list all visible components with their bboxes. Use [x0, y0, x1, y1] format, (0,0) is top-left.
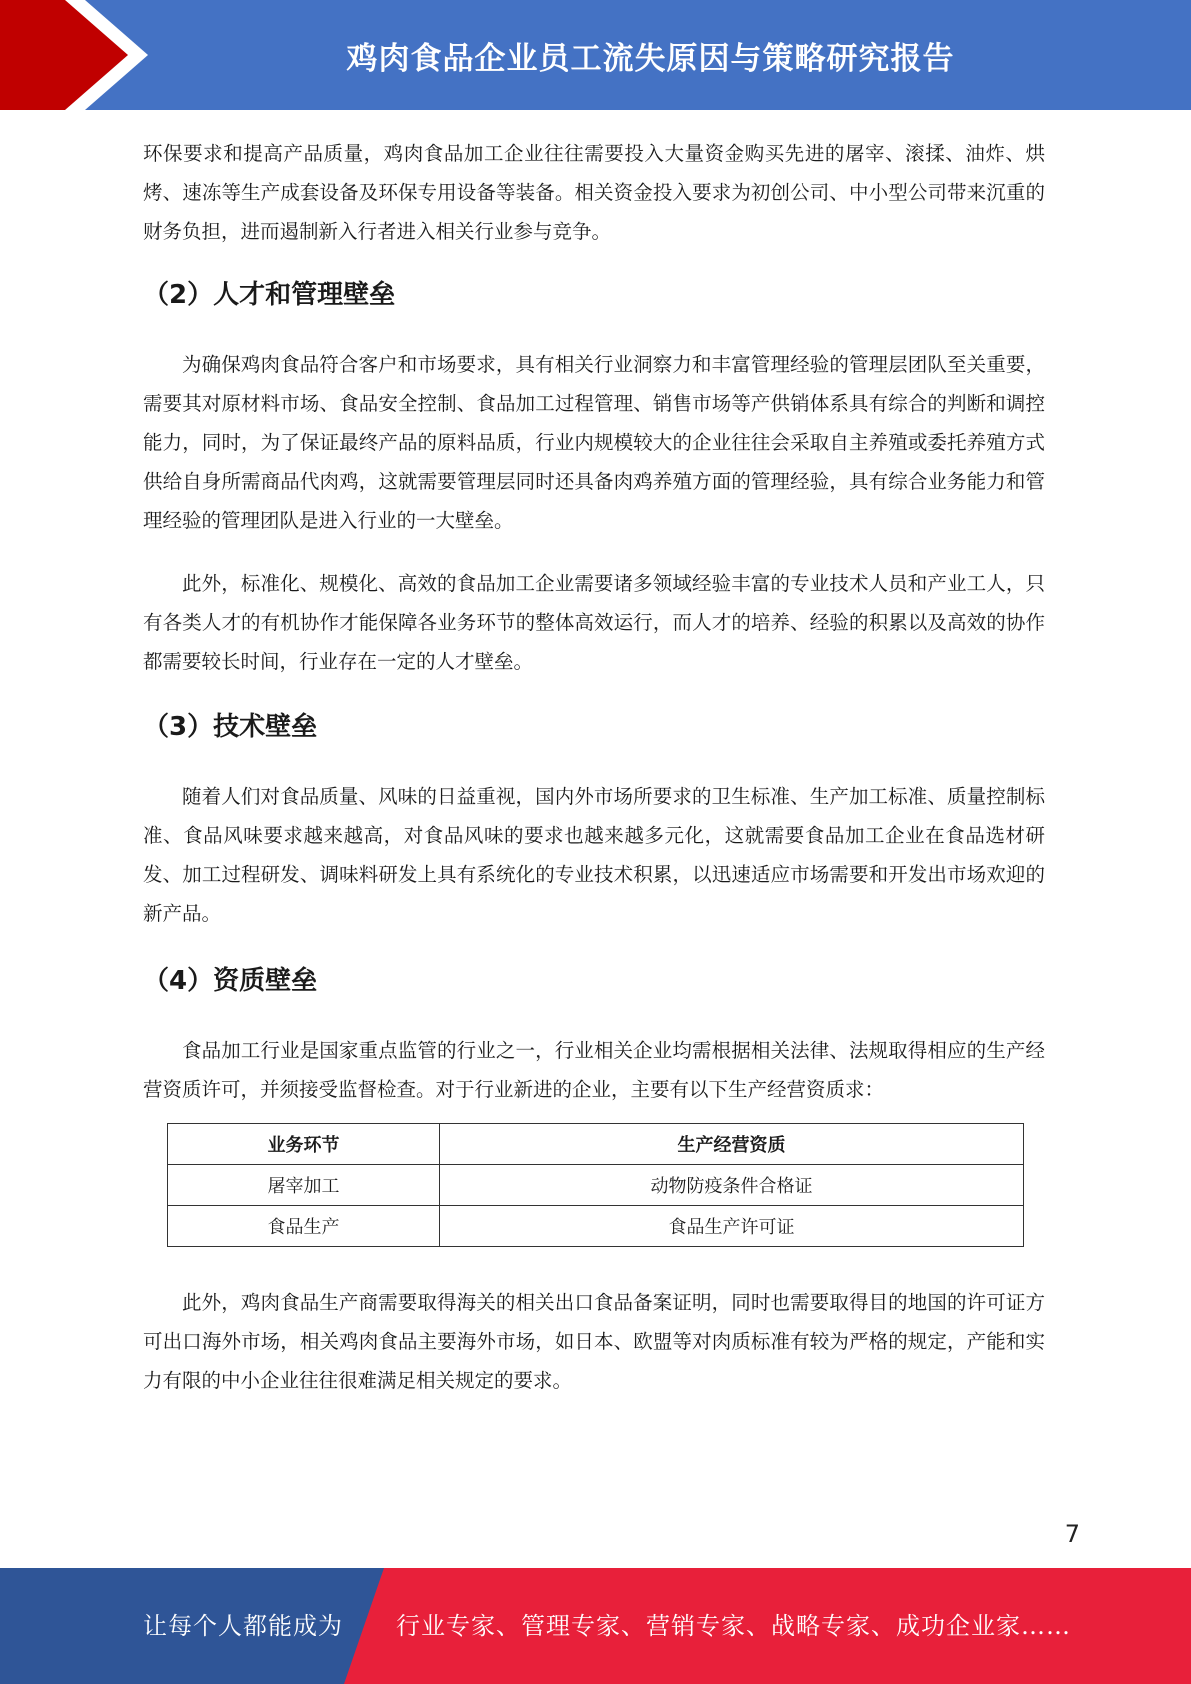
report-title: 鸡肉食品企业员工流失原因与策略研究报告 — [346, 40, 955, 77]
qualification-table — [167, 1123, 1024, 1247]
paragraph: 随着人们对食品质量、风味的日益重视，国内外市场所要求的卫生标准、生产加工标准、质量控制标准、食品风味要求越来越高，对食品风味的要求也越来越多元化，这就需要食品加工企业在食品选材研发、加工过程研发、调味料研发上具有系统化的专业技术积累，以迅速适应市场需要和开发出市场欢迎的新产品。 — [143, 785, 1045, 925]
footer-slogan-right: 行业专家、管理专家、营销专家、战略专家、成功企业家…… — [396, 1612, 1071, 1640]
table-row — [168, 1165, 1024, 1206]
table-cell: 食品生产许可证 — [440, 1206, 1024, 1247]
table-header-cell: 生产经营资质 — [440, 1124, 1024, 1165]
section-heading-talent: （2）人才和管理壁垒 — [143, 280, 396, 310]
paragraph: 为确保鸡肉食品符合客户和市场要求，具有相关行业洞察力和丰富管理经验的管理层团队至关重要，需要其对原材料市场、食品安全控制、食品加工过程管理、销售市场等产供销体系具有综合的判断和调控能力，同时，为了保证最终产品的原料品质，行业内规模较大的企业往往会采取自主养殖或委托养殖方式供给自身所需商品代肉鸡，这就需要管理层同时还具备肉鸡养殖方面的管理经验，具有综合业务能力和管理经验的管理团队是进入行业的一大壁垒。 — [143, 353, 1045, 532]
footer-slogan-left: 让每个人都能成为 — [143, 1612, 343, 1640]
page-header — [0, 0, 1191, 110]
paragraph: 食品加工行业是国家重点监管的行业之一，行业相关企业均需根据相关法律、法规取得相应的生产经营资质许可，并须接受监督检查。对于行业新进的企业，主要有以下生产经营资质求： — [143, 1039, 1045, 1101]
table-cell: 食品生产 — [168, 1206, 440, 1247]
table-cell: 屠宰加工 — [168, 1165, 440, 1206]
table-header-cell: 业务环节 — [168, 1124, 440, 1165]
paragraph: 此外，鸡肉食品生产商需要取得海关的相关出口食品备案证明，同时也需要取得目的地国的许可证方可出口海外市场，相关鸡肉食品主要海外市场，如日本、欧盟等对肉质标准有较为严格的规定，产能和实力有限的中小企业往往很难满足相关规定的要求。 — [143, 1291, 1045, 1392]
section-heading-technology: （3）技术壁垒 — [143, 712, 318, 742]
page-number: 7 — [1064, 1520, 1080, 1548]
page-body — [143, 134, 1045, 1400]
page-footer — [0, 1568, 1191, 1684]
table-cell: 动物防疫条件合格证 — [440, 1165, 1024, 1206]
paragraph: 环保要求和提高产品质量，鸡肉食品加工企业往往需要投入大量资金购买先进的屠宰、滚揉、油炸、烘烤、速冻等生产成套设备及环保专用设备等装备。相关资金投入要求为初创公司、中小型公司带来沉重的财务负担，进而遏制新入行者进入相关行业参与竞争。 — [143, 142, 1045, 243]
paragraph: 此外，标准化、规模化、高效的食品加工企业需要诸多领域经验丰富的专业技术人员和产业工人，只有各类人才的有机协作才能保障各业务环节的整体高效运行，而人才的培养、经验的积累以及高效的协作都需要较长时间，行业存在一定的人才壁垒。 — [143, 572, 1045, 673]
section-heading-qualification: （4）资质壁垒 — [143, 966, 318, 996]
table-row — [168, 1206, 1024, 1247]
table-header-row — [168, 1124, 1024, 1165]
